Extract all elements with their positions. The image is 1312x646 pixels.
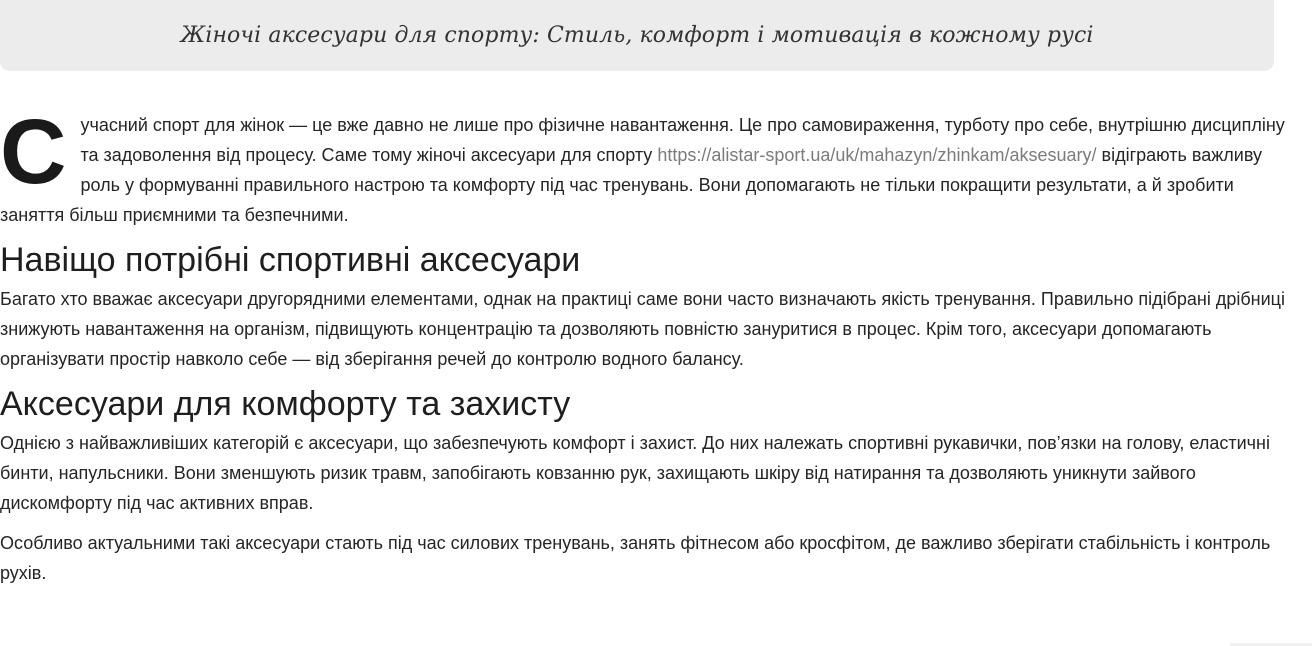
comfort-paragraph-2: Особливо актуальними такі аксесуари стають під час силових тренувань, занять фітнесом або кросфітом, де важливо зберігати стабільність і контроль рухів.: [0, 533, 1271, 583]
intro-text-end: відіграють важливу роль у формуванні правильного настрою та комфорту під час тренувань. Вони допомагають не тільки покращити результати, а й зробити заняття більш приємними та безпечними.: [0, 145, 1263, 225]
heading-why-accessories: Навіщо потрібні спортивні аксесуари: [0, 241, 581, 279]
intro-text-start: учасний спорт для жінок — це вже давно не лише про фізичне навантаження. Це про самовираження, турботу про себе, внутрішню дисципліну та задоволення від процесу. Саме тому жіночі аксесуари для спорту: [80, 115, 1285, 165]
article-body: [0, 101, 1300, 588]
why-paragraph: Багато хто вважає аксесуари другорядними елементами, однак на практиці саме вони часто визначають якість тренування. Правильно підібрані дрібниці знижують навантаження на організм, підвищують концентрацію та дозволяють повністю зануритися в процес. Крім того, аксесуари допомагають організувати простір навколо себе — від зберігання речей до контролю водного балансу.: [0, 289, 1285, 369]
accessories-link[interactable]: https://alistar-sport.ua/uk/mahazyn/zhinkam/aksesuary/: [657, 145, 1097, 165]
comfort-paragraph-1: Однією з найважливіших категорій є аксесуари, що забезпечують комфорт і захист. До них належать спортивні рукавички, пов’язки на голову, еластичні бинти, напульсники. Вони зменшують ризик травм, запобігають ковзанню рук, захищають шкіру від натирання та дозволяють уникнути зайвого дискомфорту під час активних вправ.: [0, 433, 1270, 513]
drop-cap: С: [0, 101, 67, 203]
article-title-box: [0, 0, 1274, 71]
intro-paragraph: [0, 101, 1300, 230]
heading-comfort-protection: Аксесуари для комфорту та захисту: [0, 385, 571, 423]
article-title: Жіночі аксесуари для спорту: Стиль, комфорт і мотивація в кожному русі: [180, 23, 1094, 48]
